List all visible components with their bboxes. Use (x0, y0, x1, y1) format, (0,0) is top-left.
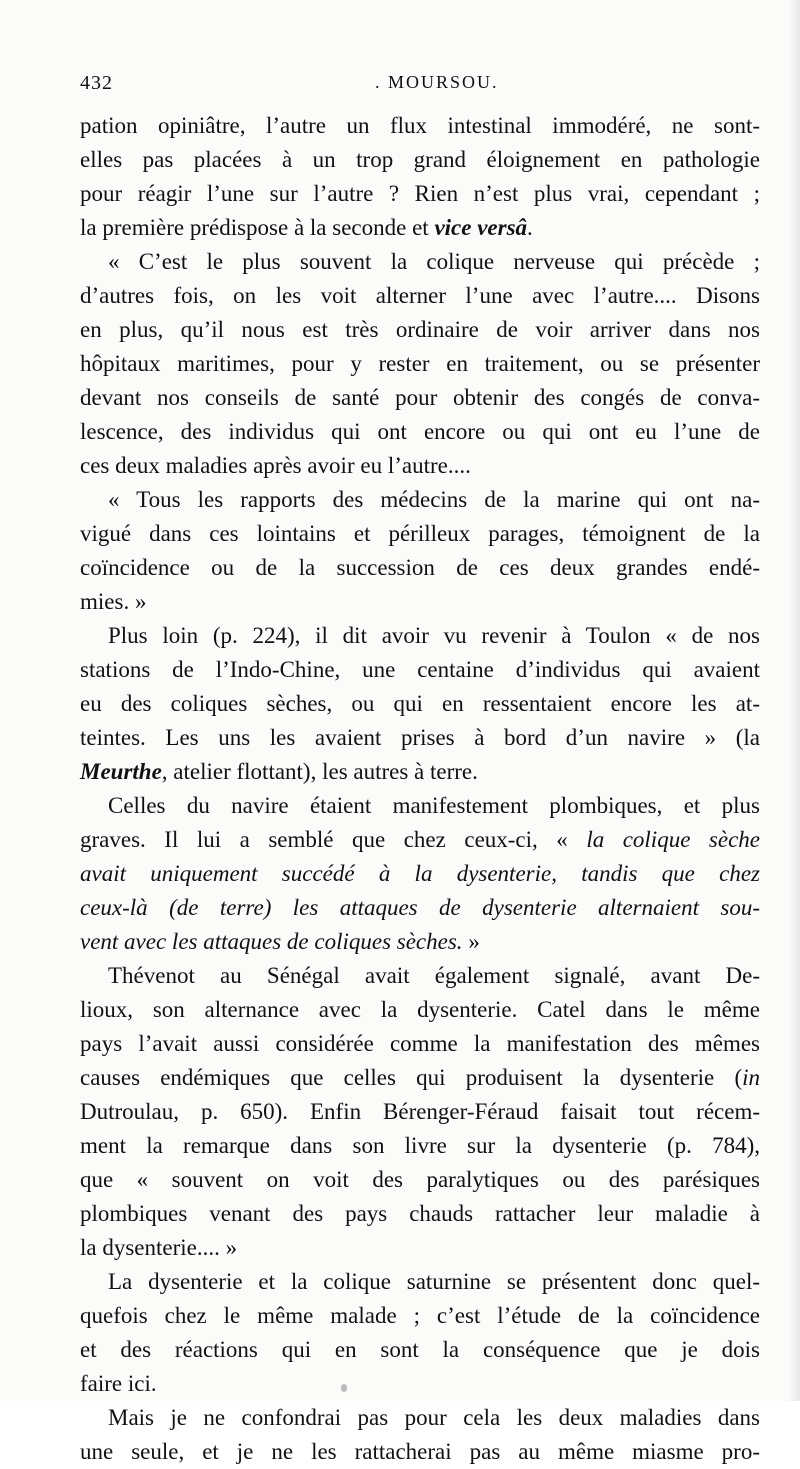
text-line: La dysenterie et la colique saturnine se présentent donc quel- (108, 1269, 760, 1294)
text-line: « C’est le plus souvent la colique nerveuse qui précède ; (108, 249, 760, 274)
text-line: pour réagir l’une sur l’autre ? Rien n’est plus vrai, cependant ; (80, 181, 760, 206)
italic-quote: la colique sèche (586, 827, 760, 852)
text-segment: graves. Il lui a semblé que chez ceux-ci, « (80, 827, 587, 852)
italic-quote: ceux-là (80, 895, 170, 920)
ink-spot (341, 1384, 347, 1392)
text-segment: . (527, 215, 533, 240)
text-line: Plus loin (p. 224), il dit avoir vu revenir à Toulon « de nos (108, 623, 760, 648)
text-line: que « souvent on voit des paralytiques ou des parésiques (80, 1167, 760, 1192)
text-line: pation opiniâtre, l’autre un flux intestinal immodéré, ne sont- (80, 113, 760, 138)
text-segment: » (462, 929, 480, 954)
text-line (80, 925, 760, 959)
text-line: « Tous les rapports des médecins de la marine qui ont na- (108, 487, 760, 512)
text-line: et des réactions qui en sont la conséquence que je dois (80, 1337, 760, 1362)
text-line: en plus, qu’il nous est très ordinaire de voir arriver dans nos (80, 317, 760, 342)
italic-term-vice-versa: vice versâ (434, 215, 528, 240)
text-line (80, 1061, 760, 1095)
text-line (80, 891, 760, 925)
italic-quote: (de terre) (169, 895, 272, 920)
text-line: elles pas placées à un trop grand éloignement en pathologie (80, 147, 760, 172)
body-text (80, 109, 760, 1469)
text-line: stations de l’Indo-Chine, une centaine d’individus qui avaient (80, 657, 760, 682)
text-line: eu des coliques sèches, ou qui en ressentaient encore les at- (80, 691, 760, 716)
italic-term-in: in (742, 1065, 760, 1090)
text-line: devant nos conseils de santé pour obtenir des congés de conva- (80, 385, 760, 410)
text-segment: , atelier flottant), les autres à terre. (161, 759, 478, 784)
text-line: vigué dans ces lointains et périlleux parages, témoignent de la (80, 521, 760, 546)
italic-quote: les attaques de dysenterie alternaient sou- (271, 895, 760, 920)
italic-quote-line: avait uniquement succédé à la dysenterie, tandis que chez (80, 861, 760, 886)
text-line: Celles du navire étaient manifestement plombiques, et plus (108, 793, 760, 818)
text-line: ment la remarque dans son livre sur la dysenterie (p. 784), (80, 1133, 760, 1158)
text-line: plombiques venant des pays chauds rattacher leur maladie à (80, 1201, 760, 1226)
text-line: ces deux maladies après avoir eu l’autre.... (80, 453, 471, 478)
text-line: Mais je ne confondrai pas pour cela les deux maladies dans (108, 1405, 760, 1430)
text-line: hôpitaux maritimes, pour y rester en traitement, ou se présenter (80, 351, 760, 376)
page-number: 432 (80, 72, 113, 94)
text-line: teintes. Les uns les avaient prises à bord d’un navire » (la (80, 725, 760, 750)
page-edge-shadow (788, 0, 800, 1401)
text-line: une seule, et je ne les rattacherai pas au même miasme pro- (80, 1439, 760, 1464)
page-header (80, 72, 760, 96)
text-line: mies. » (80, 589, 147, 614)
text-line (80, 755, 760, 789)
running-head: . MOURSOU. (375, 72, 499, 92)
text-segment: causes endémiques que celles qui produisent la dysenterie ( (80, 1065, 743, 1090)
text-line: d’autres fois, on les voit alterner l’une avec l’autre.... Disons (80, 283, 760, 308)
text-line: la dysenterie.... » (80, 1235, 238, 1260)
text-line: pays l’avait aussi considérée comme la manifestation des mêmes (80, 1031, 760, 1056)
text-line (80, 823, 760, 857)
text-line: quefois chez le même malade ; c’est l’étude de la coïncidence (80, 1303, 760, 1328)
italic-quote: vent avec les attaques de coliques sèches. (80, 929, 463, 954)
text-line: faire ici. (80, 1371, 157, 1396)
text-line (80, 211, 760, 245)
text-line: lescence, des individus qui ont encore ou qui ont eu l’une de (80, 419, 760, 444)
ship-name: Meurthe (80, 759, 162, 784)
text-line: Dutroulau, p. 650). Enfin Bérenger-Féraud faisait tout récem- (80, 1099, 760, 1124)
text-line: coïncidence ou de la succession de ces deux grandes endé- (80, 555, 760, 580)
text-line: lioux, son alternance avec la dysenterie. Catel dans le même (80, 997, 760, 1022)
text-line: Thévenot au Sénégal avait également signalé, avant De- (108, 963, 760, 988)
text-segment: la première prédispose à la seconde et (80, 215, 435, 240)
